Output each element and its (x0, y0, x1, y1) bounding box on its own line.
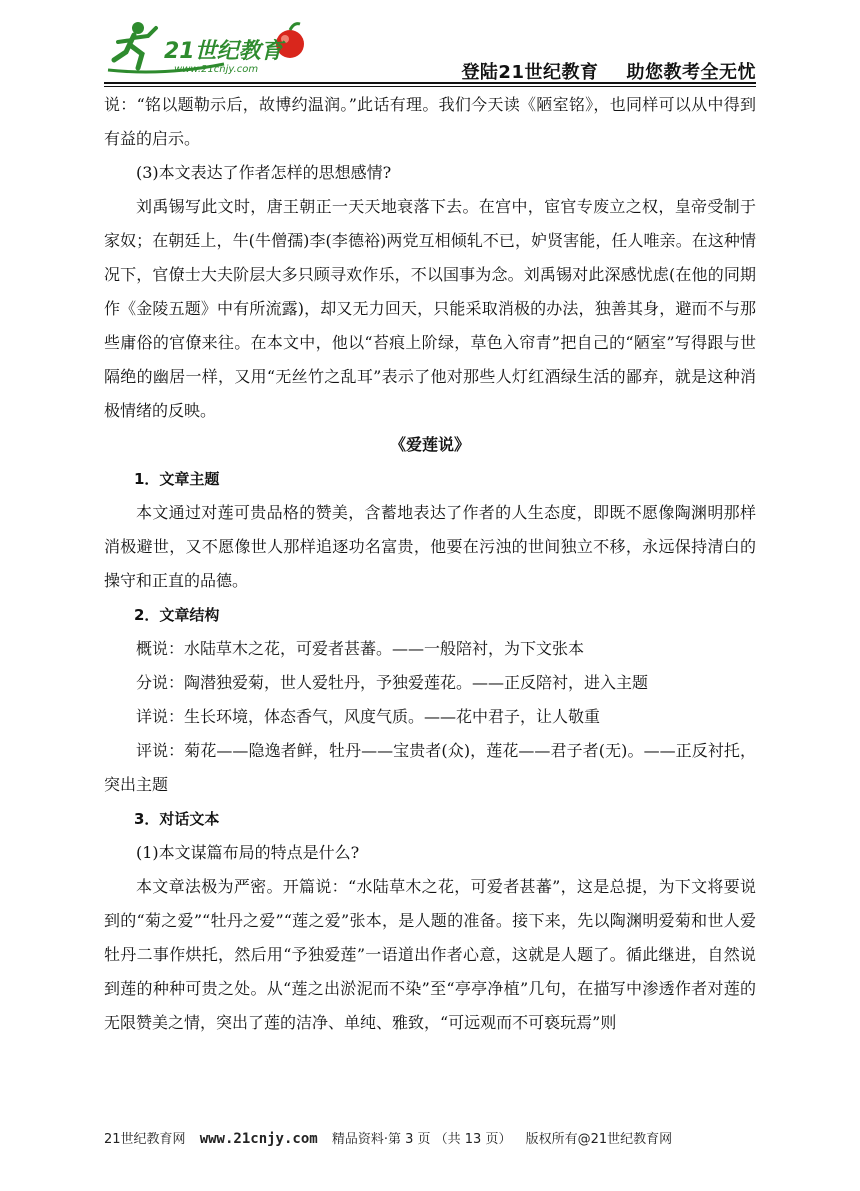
section-title: 《爱莲说》 (389, 435, 470, 454)
tagline-left: 登陆21世纪教育 (461, 62, 599, 83)
footer-site-url[interactable]: www.21cnjy.com (199, 1131, 318, 1147)
page-header (104, 14, 756, 84)
paragraph: 刘禹锡写此文时，唐王朝正一天天地衰落下去。在宫中，宦官专废立之权，皇帝受制于家奴；在朝廷上，牛(牛僧孺)李(李德裕)两党互相倾轧不已，妒贤害能，任人唯亲。在这种情况下，官僚士大夫阶层大多只顾寻欢作乐，不以国事为念。刘禹锡对此深感忧虑(在他的同期作《金陵五题》中有所流露)，却又无力回天，只能采取消极的办法，独善其身，避而不与那些庸俗的官僚来往。在本文中，他以“苔痕上阶绿，草色入帘青”把自己的“陋室”写得跟与世隔绝的幽居一样，又用“无丝竹之乱耳”表示了他对那些人灯红酒绿生活的鄙弃，就是这种消极情绪的反映。 (104, 197, 756, 420)
header-rule (104, 82, 756, 84)
paragraph: (3)本文表达了作者怎样的思想感情? (136, 163, 392, 182)
document-body (104, 88, 756, 1040)
paragraph: 详说：生长环境，体态香气，风度气质。——花中君子，让人敬重 (136, 707, 601, 726)
section-heading: 2．文章结构 (134, 606, 220, 624)
paragraph: (1)本文谋篇布局的特点是什么? (136, 843, 360, 862)
section-heading: 1．文章主题 (134, 470, 220, 488)
page-footer (104, 1128, 756, 1147)
running-figure-icon (114, 22, 156, 68)
paragraph: 本文章法极为严密。开篇说：“水陆草木之花，可爱者甚蕃”，这是总提，为下文将要说到的“菊之爱”“牡丹之爱”“莲之爱”张本，是人题的准备。接下来，先以陶渊明爱菊和世人爱牡丹二事作烘托，然后用“予独爱莲”一语道出作者心意，这就是人题了。循此继进，自然说到莲的种种可贵之处。从“莲之出淤泥而不染”至“亭亭净植”几句，在描写中渗透作者对莲的无限赞美之情，突出了莲的洁净、单纯、雅致，“可远观而不可亵玩焉”则 (104, 877, 756, 1032)
paragraph: 本文通过对莲可贵品格的赞美，含蓄地表达了作者的人生态度，即既不愿像陶渊明那样消极避世，又不愿像世人那样追逐功名富贵，他要在污浊的世间独立不移，永远保持清白的操守和正直的品德。 (104, 503, 756, 590)
footer-site-name: 21世纪教育网 (104, 1132, 186, 1147)
paragraph: 说：“铭以题勒示后，故博约温润。”此话有理。我们今天读《陋室铭》，也同样可以从中得到有益的启示。 (104, 95, 756, 148)
section-heading: 3．对话文本 (134, 810, 220, 828)
logo-21cnjy (104, 18, 314, 76)
paragraph: 分说：陶潜独爱菊，世人爱牡丹，予独爱莲花。——正反陪衬，进入主题 (136, 673, 649, 692)
header-tagline (461, 58, 756, 84)
logo-text: 21世纪教育 (164, 39, 283, 64)
footer-copyright: 版权所有@21世纪教育网 (525, 1132, 673, 1147)
header-rule-thin (104, 86, 756, 87)
tagline-right: 助您教考全无忧 (626, 62, 756, 83)
footer-page-info: 精品资料·第 3 页 （共 13 页） (331, 1132, 512, 1147)
paragraph: 概说：水陆草木之花，可爱者甚蕃。——一般陪衬，为下文张本 (136, 639, 585, 658)
logo-url: www.21cnjy.com (174, 64, 259, 75)
paragraph: 评说：菊花——隐逸者鲜，牡丹——宝贵者(众)，莲花——君子者(无)。——正反衬托，突出主题 (104, 741, 756, 794)
